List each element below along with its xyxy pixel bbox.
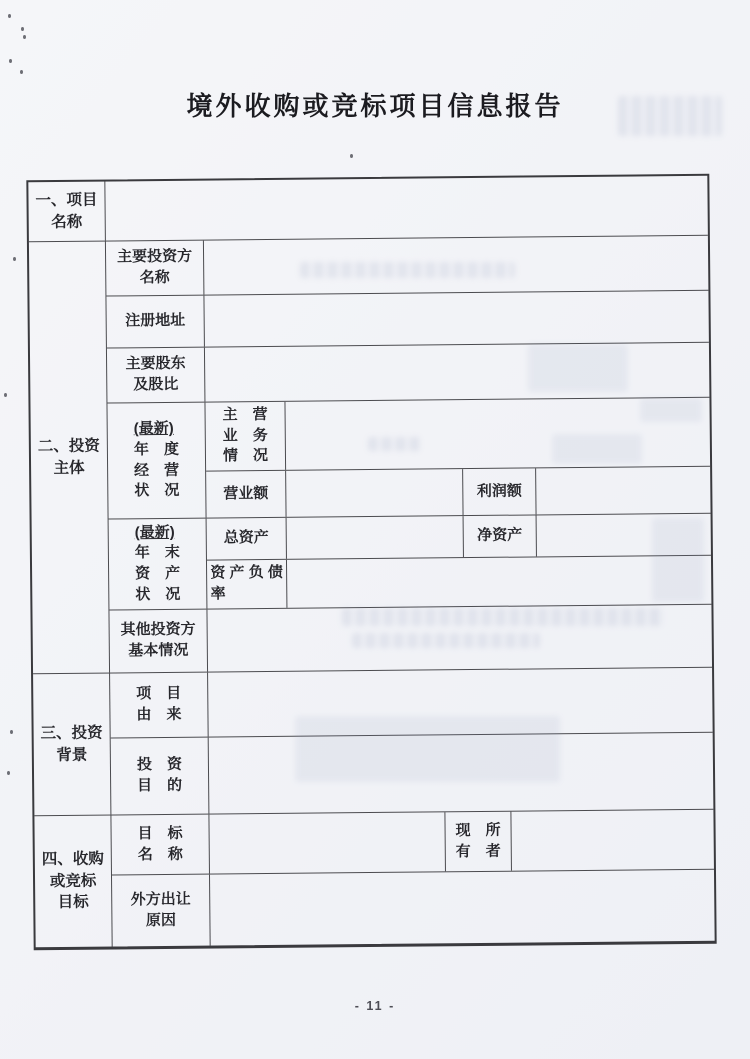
field-label-turnover: 营业额 [206, 471, 286, 518]
yearend-assets-text: 年 末 资 产 状 况 [134, 544, 181, 603]
field-label-total-assets: 总资产 [207, 518, 287, 560]
value-main-business [285, 398, 710, 470]
latest-mark: (最新) [133, 420, 174, 438]
scan-speck [350, 154, 353, 158]
value-project-name [105, 176, 708, 241]
value-turnover [286, 469, 463, 517]
page-title: 境外收购或竞标项目信息报告 [186, 91, 564, 121]
row-annual-operation [107, 398, 710, 520]
scan-speck [23, 35, 26, 39]
row-target-name [111, 810, 714, 876]
report-form-table [26, 174, 716, 951]
field-label-annual-operation [107, 403, 206, 519]
field-label-other-investors: 其他投资方 基本情况 [109, 610, 208, 673]
value-current-owner [511, 810, 714, 871]
row-yearend-assets [109, 514, 712, 611]
scan-speck [7, 771, 10, 775]
page-number: - 11 - [354, 999, 396, 1013]
section-label-investment-background: 三、投资 背景 [33, 674, 111, 816]
value-profit [536, 467, 710, 515]
scan-speck [9, 59, 12, 63]
row-shareholders [107, 343, 710, 404]
row-debt-ratio [207, 556, 711, 609]
field-label-registered-address: 注册地址 [106, 296, 204, 348]
row-registered-address [106, 291, 708, 349]
row-main-investor-name [106, 236, 709, 297]
latest-mark: (最新) [134, 523, 175, 541]
section-project-name [28, 176, 708, 243]
value-transfer-reason [210, 870, 715, 946]
field-label-yearend-assets [109, 519, 208, 610]
field-label-project-origin: 项 目 由 来 [110, 673, 209, 738]
section-investment-entity [29, 236, 712, 674]
row-total-net-assets [207, 514, 711, 561]
row-main-business [205, 398, 710, 472]
section-label-investment-entity: 二、投资 主体 [29, 242, 110, 674]
scan-speck [10, 730, 13, 734]
section-label-acquisition-target: 四、收购 或竞标 目标 [34, 816, 112, 948]
scan-speck [21, 27, 24, 31]
value-shareholders [205, 343, 709, 402]
value-registered-address [204, 291, 708, 347]
field-label-main-business: 主 营 业 务 情 况 [205, 402, 286, 471]
row-transfer-reason [112, 870, 715, 947]
field-label-investment-purpose: 投 资 目 的 [111, 738, 210, 815]
section-label-project-name: 一、项目 名称 [28, 182, 106, 242]
field-label-main-investor-name: 主要投资方 名称 [106, 241, 205, 296]
value-main-investor-name [204, 236, 708, 295]
value-project-origin [208, 668, 713, 737]
field-label-profit: 利润额 [463, 468, 536, 515]
section-investment-background [33, 668, 713, 817]
field-label-shareholders: 主要股东 及股比 [107, 348, 206, 403]
annual-operation-text: 年 度 经 营 状 况 [133, 440, 180, 500]
field-label-debt-ratio: 资 产 负 债 率 [207, 560, 287, 609]
value-target-name [209, 812, 446, 873]
scan-speck [8, 14, 11, 18]
row-investment-purpose [111, 733, 714, 815]
scan-speck [13, 257, 16, 261]
scan-speck [20, 70, 23, 74]
row-other-investors [109, 605, 712, 673]
value-investment-purpose [209, 733, 714, 814]
value-net-assets [537, 514, 711, 557]
row-project-origin [110, 668, 713, 739]
field-label-net-assets: 净资产 [464, 515, 537, 557]
field-label-current-owner: 现 所 有 者 [445, 812, 512, 872]
row-turnover-profit [206, 467, 710, 518]
field-label-transfer-reason: 外方出让 原因 [112, 875, 211, 947]
value-debt-ratio [287, 556, 711, 608]
scan-speck [4, 393, 7, 397]
section-acquisition-target [34, 810, 714, 948]
value-total-assets [287, 516, 464, 559]
field-label-target-name: 目 标 名 称 [111, 815, 210, 875]
value-other-investors [207, 605, 712, 672]
